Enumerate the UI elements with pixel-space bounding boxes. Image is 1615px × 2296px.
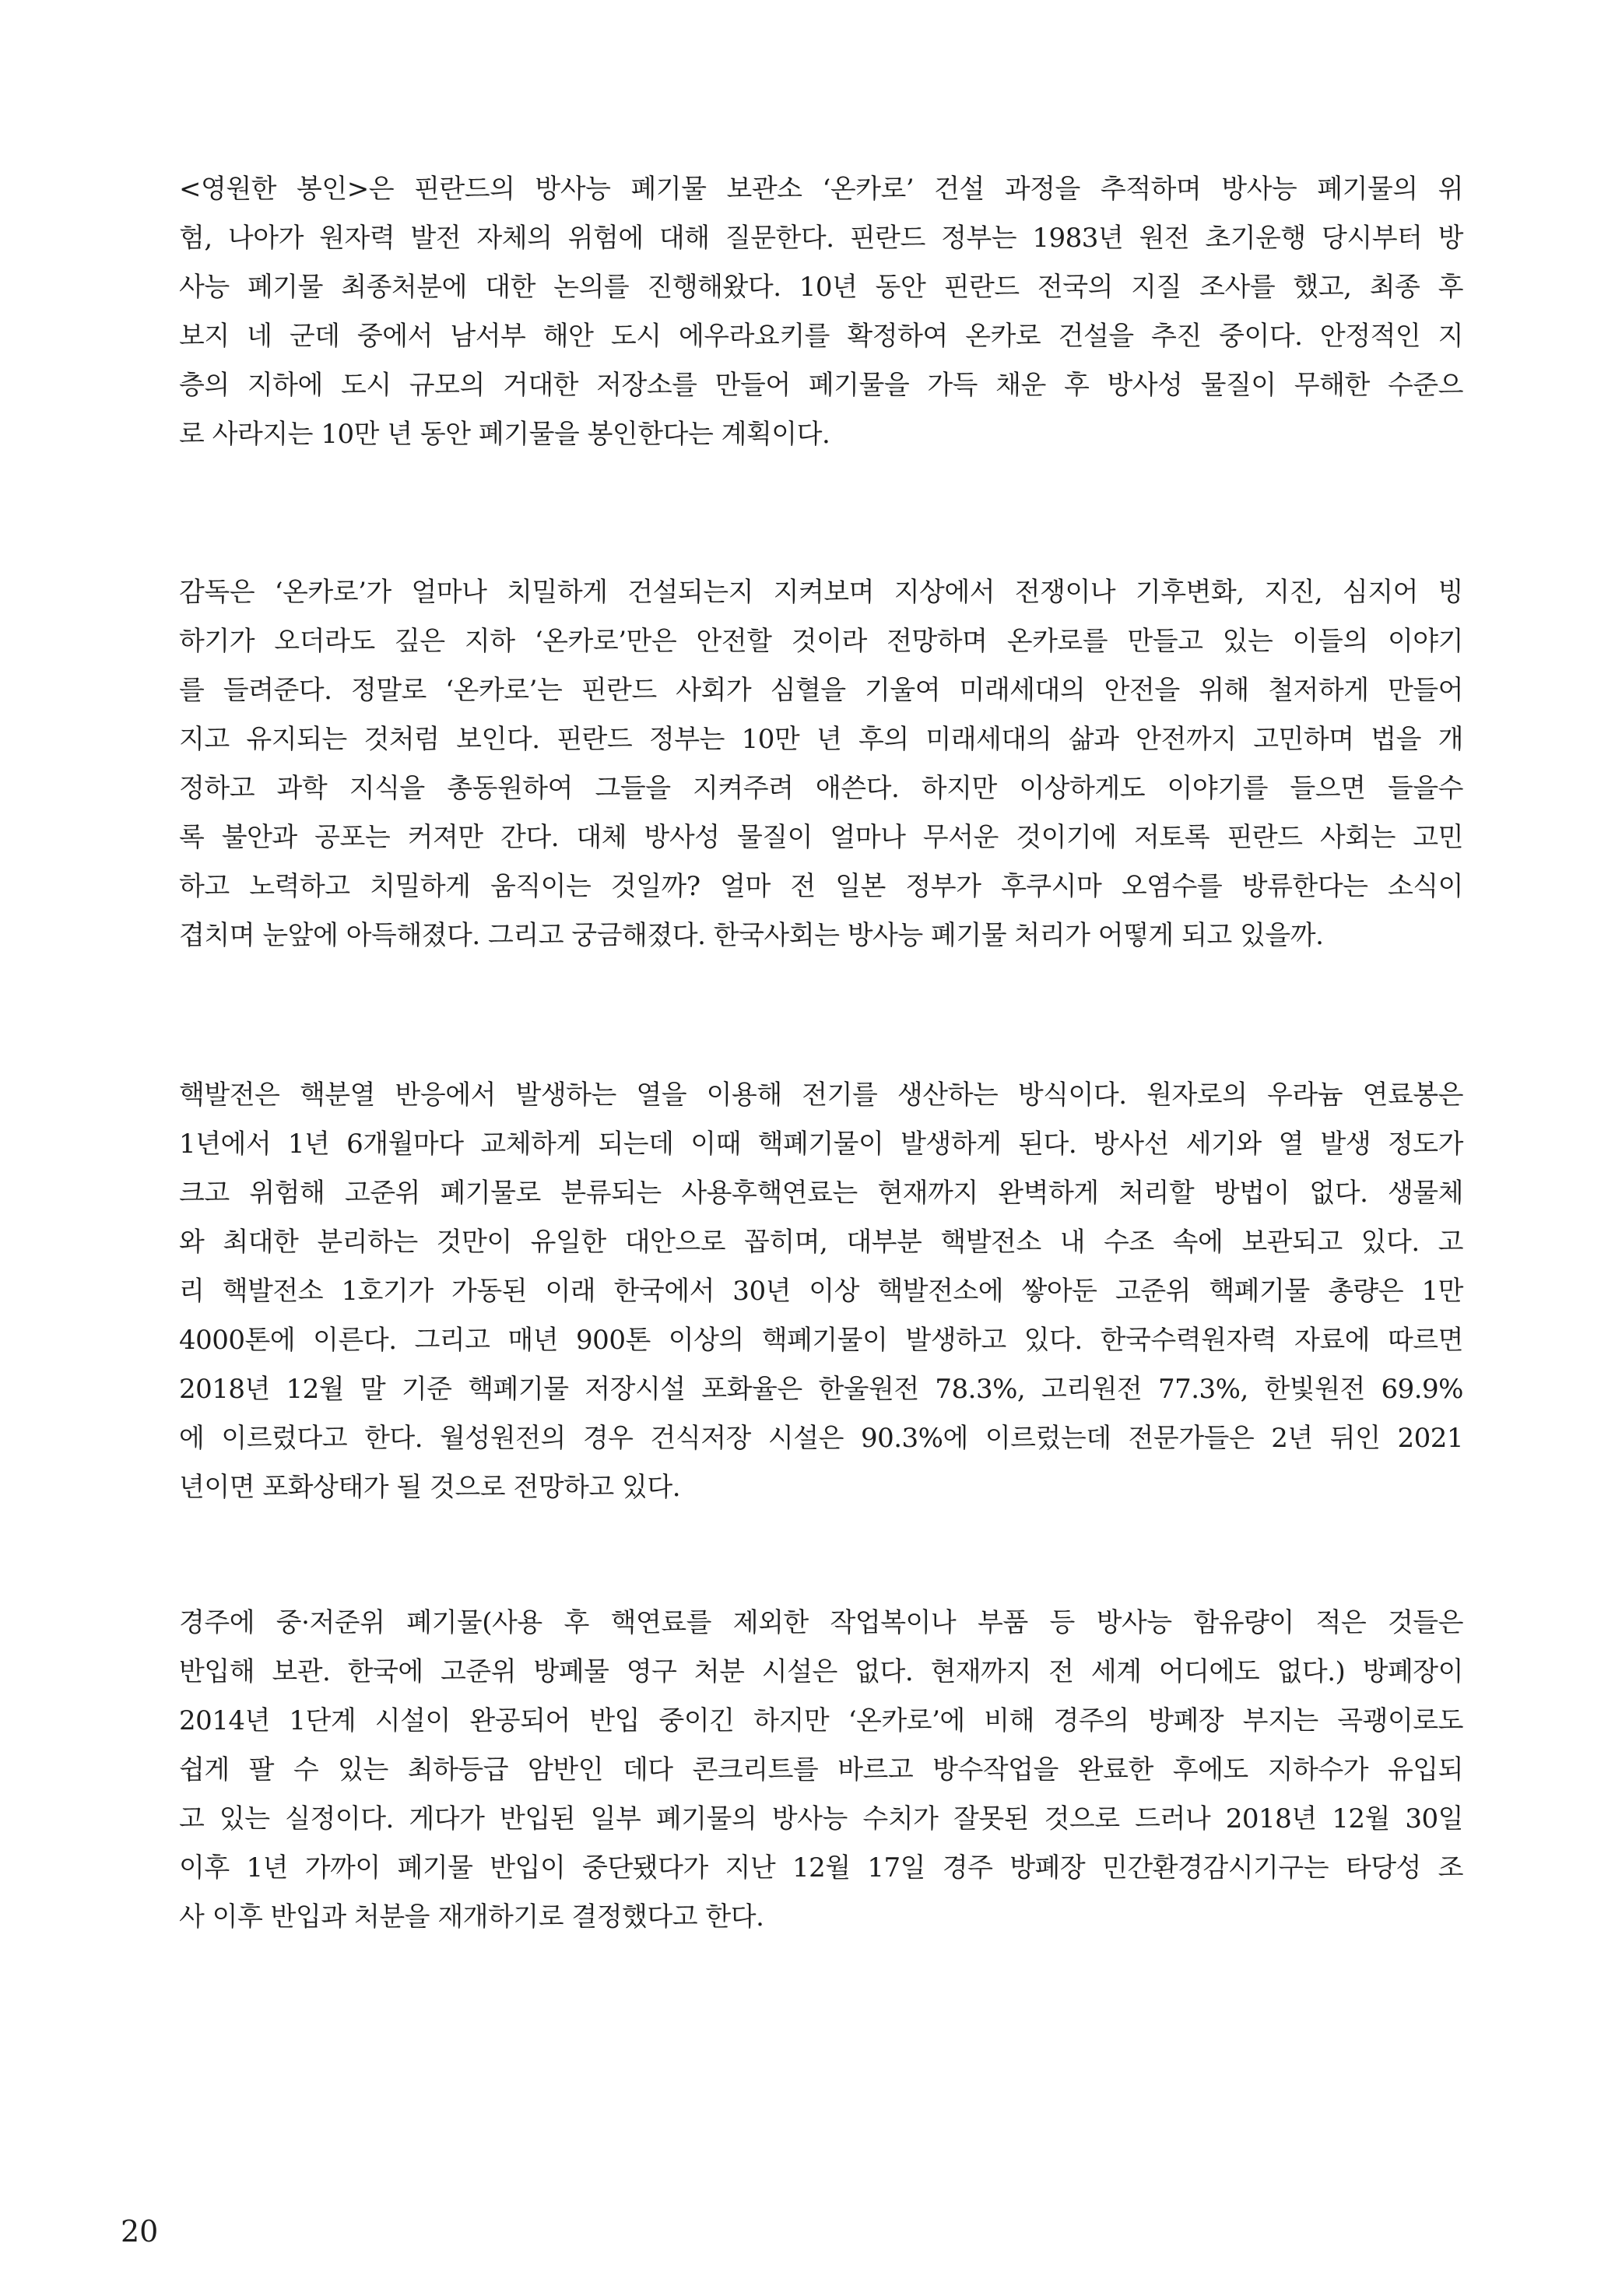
- paragraph-nuclear-power: [179, 1071, 1463, 1512]
- text-line: 크고 위험해 고준위 폐기물로 분류되는 사용후핵연료는 현재까지 완벽하게 처리할 방법이 없다. 생물체: [179, 1178, 1463, 1209]
- text-line: 년이면 포화상태가 될 것으로 전망하고 있다.: [179, 1472, 681, 1503]
- text-line: 4000톤에 이른다. 그리고 매년 900톤 이상의 핵폐기물이 발생하고 있다. 한국수력원자력 자료에 따르면: [179, 1325, 1463, 1356]
- paragraph-onkalo-intro: [179, 165, 1463, 459]
- text-line: 정하고 과학 지식을 총동원하여 그들을 지켜주려 애쓴다. 하지만 이상하게도 이야기를 들으면 들을수: [179, 773, 1463, 804]
- text-line: 하고 노력하고 치밀하게 움직이는 것일까? 얼마 전 일본 정부가 후쿠시마 오염수를 방류한다는 소식이: [179, 871, 1463, 902]
- paragraph-gyeongju-disposal: [179, 1599, 1463, 1942]
- text-line: 지고 유지되는 것처럼 보인다. 핀란드 정부는 10만 년 후의 미래세대의 삶과 안전까지 고민하며 법을 개: [179, 724, 1463, 755]
- text-line: 록 불안과 공포는 커져만 간다. 대체 방사성 물질이 얼마나 무서운 것이기에 저토록 핀란드 사회는 고민: [179, 822, 1463, 853]
- text-line: 와 최대한 분리하는 것만이 유일한 대안으로 꼽히며, 대부분 핵발전소 내 수조 속에 보관되고 있다. 고: [179, 1227, 1463, 1258]
- text-line: 반입해 보관. 한국에 고준위 방폐물 영구 처분 시설은 없다. 현재까지 전 세계 어디에도 없다.) 방폐장이: [179, 1656, 1463, 1687]
- text-line: 경주에 중·저준위 폐기물(사용 후 핵연료를 제외한 작업복이나 부품 등 방사능 함유량이 적은 것들은: [179, 1607, 1463, 1638]
- text-line: 이후 1년 가까이 폐기물 반입이 중단됐다가 지난 12월 17일 경주 방폐장 민간환경감시기구는 타당성 조: [179, 1852, 1463, 1883]
- text-line: 쉽게 팔 수 있는 최하등급 암반인 데다 콘크리트를 바르고 방수작업을 완료한 후에도 지하수가 유입되: [179, 1754, 1463, 1785]
- text-line: 험, 나아가 원자력 발전 자체의 위험에 대해 질문한다. 핀란드 정부는 1983년 원전 초기운행 당시부터 방: [179, 223, 1463, 254]
- text-line: 사능 폐기물 최종처분에 대한 논의를 진행해왔다. 10년 동안 핀란드 전국의 지질 조사를 했고, 최종 후: [179, 272, 1463, 303]
- text-line: 2018년 12월 말 기준 핵폐기물 저장시설 포화율은 한울원전 78.3%, 고리원전 77.3%, 한빛원전 69.9%: [179, 1374, 1463, 1405]
- text-line: 고 있는 실정이다. 게다가 반입된 일부 폐기물의 방사능 수치가 잘못된 것으로 드러나 2018년 12월 30일: [179, 1803, 1463, 1834]
- text-line: 를 들려준다. 정말로 ‘온카로’는 핀란드 사회가 심혈을 기울여 미래세대의 안전을 위해 철저하게 만들어: [179, 675, 1463, 706]
- text-line: <영원한 봉인>은 핀란드의 방사능 폐기물 보관소 ‘온카로’ 건설 과정을 추적하며 방사능 폐기물의 위: [179, 174, 1463, 205]
- text-line: 2014년 1단계 시설이 완공되어 반입 중이긴 하지만 ‘온카로’에 비해 경주의 방폐장 부지는 곡괭이로도: [179, 1705, 1463, 1736]
- text-line: 층의 지하에 도시 규모의 거대한 저장소를 만들어 폐기물을 가득 채운 후 방사성 물질이 무해한 수준으: [179, 370, 1463, 401]
- page-number: 20: [121, 2214, 159, 2249]
- text-line: 보지 네 군데 중에서 남서부 해안 도시 에우라요키를 확정하여 온카로 건설을 추진 중이다. 안정적인 지: [179, 321, 1463, 352]
- text-line: 겹치며 눈앞에 아득해졌다. 그리고 궁금해졌다. 한국사회는 방사능 폐기물 처리가 어떻게 되고 있을까.: [179, 920, 1324, 951]
- text-line: 핵발전은 핵분열 반응에서 발생하는 열을 이용해 전기를 생산하는 방식이다. 원자로의 우라늄 연료봉은: [179, 1080, 1463, 1111]
- paragraph-director-view: [179, 568, 1463, 960]
- text-line: 1년에서 1년 6개월마다 교체하게 되는데 이때 핵폐기물이 발생하게 된다. 방사선 세기와 열 발생 정도가: [179, 1129, 1463, 1160]
- text-line: 에 이르렀다고 한다. 월성원전의 경우 건식저장 시설은 90.3%에 이르렀는데 전문가들은 2년 뒤인 2021: [179, 1423, 1463, 1454]
- text-line: 하기가 오더라도 깊은 지하 ‘온카로’만은 안전할 것이라 전망하며 온카로를 만들고 있는 이들의 이야기: [179, 626, 1463, 657]
- text-line: 사 이후 반입과 처분을 재개하기로 결정했다고 한다.: [179, 1901, 764, 1933]
- text-line: 감독은 ‘온카로’가 얼마나 치밀하게 건설되는지 지켜보며 지상에서 전쟁이나 기후변화, 지진, 심지어 빙: [179, 577, 1463, 608]
- text-line: 리 핵발전소 1호기가 가동된 이래 한국에서 30년 이상 핵발전소에 쌓아둔 고준위 핵폐기물 총량은 1만: [179, 1276, 1463, 1307]
- text-line: 로 사라지는 10만 년 동안 폐기물을 봉인한다는 계획이다.: [179, 419, 830, 450]
